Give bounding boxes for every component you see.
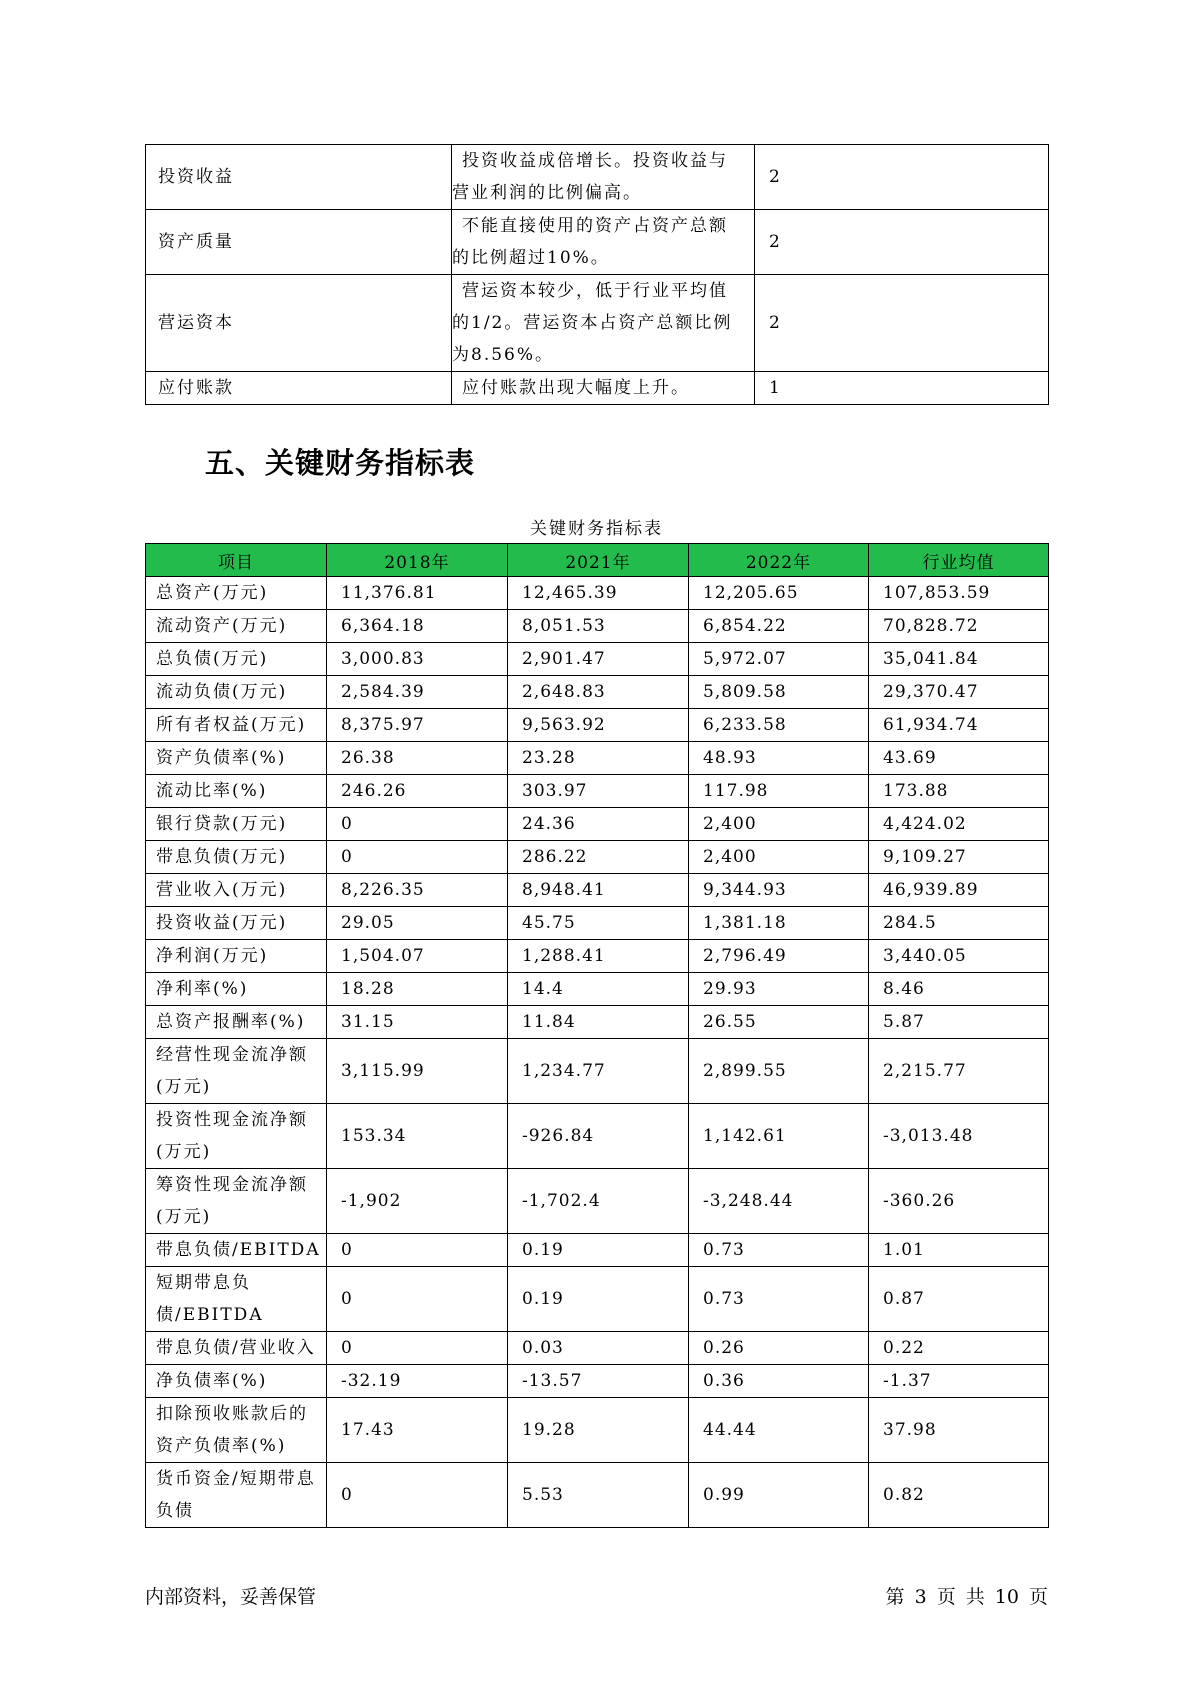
table-cell: 117.98 xyxy=(689,775,869,808)
table-cell: 8,948.41 xyxy=(508,874,689,907)
row-label: 经营性现金流净额(万元) xyxy=(146,1039,327,1104)
table-cell: 24.36 xyxy=(508,808,689,841)
table-cell: 26.55 xyxy=(689,1006,869,1039)
table-cell: 0 xyxy=(327,1234,508,1267)
table-cell: 46,939.89 xyxy=(869,874,1049,907)
column-header: 行业均值 xyxy=(869,544,1049,577)
table-cell: 5,972.07 xyxy=(689,643,869,676)
row-label: 所有者权益(万元) xyxy=(146,709,327,742)
table-cell: 29,370.47 xyxy=(869,676,1049,709)
table-row xyxy=(146,709,1049,742)
table-row xyxy=(146,874,1049,907)
table-cell: -32.19 xyxy=(327,1365,508,1398)
table-cell: 0 xyxy=(327,841,508,874)
table-cell: 35,041.84 xyxy=(869,643,1049,676)
risk-desc: 应付账款出现大幅度上升。 xyxy=(462,378,690,398)
table-cell: 246.26 xyxy=(327,775,508,808)
table-cell: 0.82 xyxy=(869,1463,1049,1528)
column-header: 2021年 xyxy=(508,544,689,577)
risk-score: 2 xyxy=(755,210,1049,275)
table-row xyxy=(146,940,1049,973)
table-row xyxy=(146,973,1049,1006)
table-cell: 0.26 xyxy=(689,1332,869,1365)
row-label: 货币资金/短期带息负债 xyxy=(146,1463,327,1528)
table-cell: -926.84 xyxy=(508,1104,689,1169)
table-row xyxy=(146,808,1049,841)
table-cell: 12,205.65 xyxy=(689,577,869,610)
table-cell: 9,563.92 xyxy=(508,709,689,742)
risk-item: 资产质量 xyxy=(146,210,452,275)
row-label: 带息负债/营业收入 xyxy=(146,1332,327,1365)
risk-desc: 营运资本较少，低于行业平均值的1/2。营运资本占资产总额比例为8.56%。 xyxy=(452,281,733,365)
risk-item: 应付账款 xyxy=(146,372,452,405)
risk-score: 2 xyxy=(755,145,1049,210)
table-cell: 3,115.99 xyxy=(327,1039,508,1104)
table-cell: -3,248.44 xyxy=(689,1169,869,1234)
table-cell: 3,000.83 xyxy=(327,643,508,676)
row-label: 净利率(%) xyxy=(146,973,327,1006)
table-row xyxy=(146,742,1049,775)
table-cell: 8,375.97 xyxy=(327,709,508,742)
risk-item: 营运资本 xyxy=(146,275,452,372)
table-cell: 1.01 xyxy=(869,1234,1049,1267)
table-cell: 2,400 xyxy=(689,841,869,874)
risk-row xyxy=(146,145,1049,210)
risk-desc: 不能直接使用的资产占资产总额的比例超过10%。 xyxy=(452,216,728,268)
risk-score: 2 xyxy=(755,275,1049,372)
table-row xyxy=(146,1332,1049,1365)
row-label: 投资收益(万元) xyxy=(146,907,327,940)
table-cell: -1.37 xyxy=(869,1365,1049,1398)
table-cell: -1,902 xyxy=(327,1169,508,1234)
table-header-row xyxy=(146,544,1049,577)
table-cell: 1,381.18 xyxy=(689,907,869,940)
table-row xyxy=(146,775,1049,808)
table-cell: 0.73 xyxy=(689,1234,869,1267)
table-cell: 153.34 xyxy=(327,1104,508,1169)
table-cell: 2,584.39 xyxy=(327,676,508,709)
table-body xyxy=(146,577,1049,1528)
column-header: 项目 xyxy=(146,544,327,577)
table-cell: 0.36 xyxy=(689,1365,869,1398)
table-row xyxy=(146,1006,1049,1039)
row-label: 带息负债(万元) xyxy=(146,841,327,874)
risk-row xyxy=(146,372,1049,405)
table-row xyxy=(146,1463,1049,1528)
table-row xyxy=(146,610,1049,643)
table-row xyxy=(146,1365,1049,1398)
table-cell: 23.28 xyxy=(508,742,689,775)
table-cell: 2,901.47 xyxy=(508,643,689,676)
table-cell: 173.88 xyxy=(869,775,1049,808)
table-row xyxy=(146,1169,1049,1234)
row-label: 净利润(万元) xyxy=(146,940,327,973)
table-cell: 9,109.27 xyxy=(869,841,1049,874)
table-cell: 19.28 xyxy=(508,1398,689,1463)
table-cell: 2,899.55 xyxy=(689,1039,869,1104)
table-row xyxy=(146,1234,1049,1267)
row-label: 资产负债率(%) xyxy=(146,742,327,775)
table-cell: 0 xyxy=(327,808,508,841)
risk-row xyxy=(146,210,1049,275)
table-cell: 44.44 xyxy=(689,1398,869,1463)
table-cell: 61,934.74 xyxy=(869,709,1049,742)
table-cell: 0 xyxy=(327,1463,508,1528)
column-header: 2022年 xyxy=(689,544,869,577)
column-header: 2018年 xyxy=(327,544,508,577)
table-cell: 31.15 xyxy=(327,1006,508,1039)
table-cell: 286.22 xyxy=(508,841,689,874)
table-row xyxy=(146,577,1049,610)
table-cell: 8,051.53 xyxy=(508,610,689,643)
table-cell: 6,364.18 xyxy=(327,610,508,643)
table-cell: 0 xyxy=(327,1267,508,1332)
table-cell: 48.93 xyxy=(689,742,869,775)
table-cell: 5.87 xyxy=(869,1006,1049,1039)
table-cell: 2,648.83 xyxy=(508,676,689,709)
table-cell: 11.84 xyxy=(508,1006,689,1039)
footer-confidential-note: 内部资料，妥善保管 xyxy=(145,1586,317,1608)
row-label: 筹资性现金流净额(万元) xyxy=(146,1169,327,1234)
risk-row xyxy=(146,275,1049,372)
table-cell: 6,854.22 xyxy=(689,610,869,643)
table-cell: 43.69 xyxy=(869,742,1049,775)
table-cell: 6,233.58 xyxy=(689,709,869,742)
table-row xyxy=(146,1398,1049,1463)
table-cell: 29.93 xyxy=(689,973,869,1006)
table-cell: 5.53 xyxy=(508,1463,689,1528)
table-cell: 284.5 xyxy=(869,907,1049,940)
table-cell: 8,226.35 xyxy=(327,874,508,907)
table-cell: 0 xyxy=(327,1332,508,1365)
table-row xyxy=(146,907,1049,940)
table-cell: 0.87 xyxy=(869,1267,1049,1332)
table-cell: 26.38 xyxy=(327,742,508,775)
table-cell: 1,142.61 xyxy=(689,1104,869,1169)
risk-desc: 投资收益成倍增长。投资收益与营业利润的比例偏高。 xyxy=(452,151,728,203)
table-cell: 0.22 xyxy=(869,1332,1049,1365)
table-cell: 1,288.41 xyxy=(508,940,689,973)
row-label: 流动负债(万元) xyxy=(146,676,327,709)
row-label: 净负债率(%) xyxy=(146,1365,327,1398)
table-cell: 14.4 xyxy=(508,973,689,1006)
table-cell: 3,440.05 xyxy=(869,940,1049,973)
table-cell: 0.99 xyxy=(689,1463,869,1528)
row-label: 带息负债/EBITDA xyxy=(146,1234,327,1267)
table-cell: 17.43 xyxy=(327,1398,508,1463)
risk-score: 1 xyxy=(755,372,1049,405)
table-cell: 2,796.49 xyxy=(689,940,869,973)
table-row xyxy=(146,676,1049,709)
table-cell: -13.57 xyxy=(508,1365,689,1398)
table-caption: 关键财务指标表 xyxy=(530,519,663,539)
table-cell: 29.05 xyxy=(327,907,508,940)
row-label: 流动资产(万元) xyxy=(146,610,327,643)
table-cell: 2,400 xyxy=(689,808,869,841)
table-cell: 5,809.58 xyxy=(689,676,869,709)
row-label: 营业收入(万元) xyxy=(146,874,327,907)
table-cell: 4,424.02 xyxy=(869,808,1049,841)
footer-page-number: 第 3 页 共 10 页 xyxy=(885,1586,1048,1608)
row-label: 扣除预收账款后的资产负债率(%) xyxy=(146,1398,327,1463)
table-cell: 0.19 xyxy=(508,1267,689,1332)
table-cell: 70,828.72 xyxy=(869,610,1049,643)
table-row xyxy=(146,841,1049,874)
section-heading: 五、关键财务指标表 xyxy=(205,446,476,480)
table-cell: 18.28 xyxy=(327,973,508,1006)
table-cell: 303.97 xyxy=(508,775,689,808)
table-cell: 2,215.77 xyxy=(869,1039,1049,1104)
row-label: 总资产(万元) xyxy=(146,577,327,610)
row-label: 总资产报酬率(%) xyxy=(146,1006,327,1039)
risk-item: 投资收益 xyxy=(146,145,452,210)
financial-indicators-table xyxy=(145,543,1049,1528)
row-label: 流动比率(%) xyxy=(146,775,327,808)
table-cell: -1,702.4 xyxy=(508,1169,689,1234)
table-cell: 9,344.93 xyxy=(689,874,869,907)
table-cell: 11,376.81 xyxy=(327,577,508,610)
table-cell: 107,853.59 xyxy=(869,577,1049,610)
table-row xyxy=(146,1104,1049,1169)
row-label: 投资性现金流净额(万元) xyxy=(146,1104,327,1169)
table-cell: 0.73 xyxy=(689,1267,869,1332)
table-row xyxy=(146,643,1049,676)
table-cell: 8.46 xyxy=(869,973,1049,1006)
table-row xyxy=(146,1039,1049,1104)
row-label: 总负债(万元) xyxy=(146,643,327,676)
table-cell: 1,504.07 xyxy=(327,940,508,973)
table-cell: 0.19 xyxy=(508,1234,689,1267)
risk-table xyxy=(145,144,1049,405)
table-cell: -3,013.48 xyxy=(869,1104,1049,1169)
table-cell: -360.26 xyxy=(869,1169,1049,1234)
table-cell: 45.75 xyxy=(508,907,689,940)
table-cell: 37.98 xyxy=(869,1398,1049,1463)
row-label: 银行贷款(万元) xyxy=(146,808,327,841)
table-cell: 1,234.77 xyxy=(508,1039,689,1104)
table-cell: 12,465.39 xyxy=(508,577,689,610)
table-row xyxy=(146,1267,1049,1332)
table-cell: 0.03 xyxy=(508,1332,689,1365)
row-label: 短期带息负债/EBITDA xyxy=(146,1267,327,1332)
